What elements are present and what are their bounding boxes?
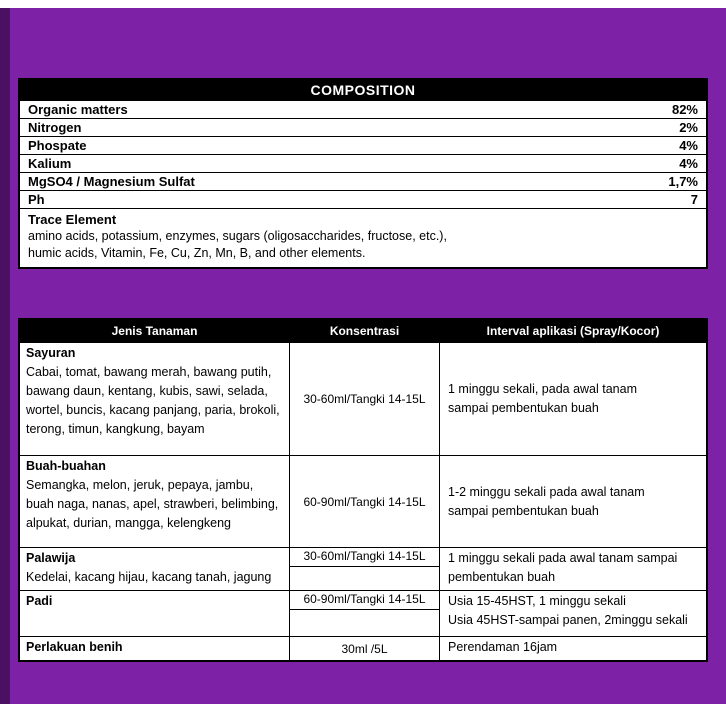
crop-category: Palawija bbox=[26, 551, 76, 565]
crop-category: Sayuran bbox=[26, 346, 76, 360]
konsentrasi-value: 30-60ml/Tangki 14-15L bbox=[290, 548, 439, 567]
application-header-row bbox=[20, 320, 706, 342]
konsentrasi-cell bbox=[289, 591, 439, 636]
konsentrasi-cell bbox=[289, 456, 439, 547]
konsentrasi-cell bbox=[289, 637, 439, 660]
composition-value: 2% bbox=[679, 120, 698, 135]
composition-row bbox=[20, 136, 706, 154]
crop-category: Perlakuan benih bbox=[26, 640, 123, 654]
crop-cell bbox=[20, 548, 289, 590]
composition-row bbox=[20, 100, 706, 118]
composition-row bbox=[20, 190, 706, 208]
interval-cell: 1-2 minggu sekali pada awal tanam sampai pembentukan buah bbox=[439, 456, 706, 547]
konsentrasi-value: 60-90ml/Tangki 14-15L bbox=[290, 591, 439, 610]
trace-element-line: humic acids, Vitamin, Fe, Cu, Zn, Mn, B, and other elements. bbox=[28, 246, 366, 260]
application-row-padi bbox=[20, 590, 706, 636]
trace-element-line: amino acids, potassium, enzymes, sugars (oligosaccharides, fructose, etc.), bbox=[28, 229, 447, 243]
composition-label: Organic matters bbox=[28, 102, 128, 117]
trace-element-block bbox=[20, 208, 706, 267]
plant-list: Kedelai, kacang hijau, kacang tanah, jagung bbox=[26, 570, 272, 584]
left-accent-stripe bbox=[0, 8, 10, 704]
crop-category: Padi bbox=[26, 594, 53, 608]
header-konsentrasi: Konsentrasi bbox=[289, 320, 439, 342]
application-table bbox=[18, 318, 708, 662]
composition-label: Nitrogen bbox=[28, 120, 82, 135]
interval-cell: Usia 15-45HST, 1 minggu sekali Usia 45HST-sampai panen, 2minggu sekali bbox=[439, 591, 706, 636]
trace-element-title: Trace Element bbox=[28, 212, 117, 227]
konsentrasi-value: 30-60ml/Tangki 14-15L bbox=[303, 392, 426, 406]
crop-cell bbox=[20, 591, 289, 636]
composition-title: COMPOSITION bbox=[20, 80, 706, 100]
composition-table bbox=[18, 78, 708, 269]
interval-cell: 1 minggu sekali, pada awal tanam sampai pembentukan buah bbox=[439, 343, 706, 455]
composition-row bbox=[20, 154, 706, 172]
crop-cell bbox=[20, 343, 289, 455]
plant-list: Cabai, tomat, bawang merah, bawang putih, bawang daun, kentang, kubis, sawi, selada, wortel, buncis, kacang panjang, paria, brokoli, terong, timun, kangkung, bayam bbox=[26, 365, 280, 436]
interval-cell: Perendaman 16jam bbox=[439, 637, 706, 660]
crop-cell bbox=[20, 456, 289, 547]
header-jenis-tanaman: Jenis Tanaman bbox=[111, 324, 198, 338]
application-row-sayuran bbox=[20, 342, 706, 455]
composition-label: Kalium bbox=[28, 156, 72, 171]
konsentrasi-value: 60-90ml/Tangki 14-15L bbox=[303, 494, 426, 509]
konsentrasi-value: 30ml /5L bbox=[341, 641, 388, 656]
konsentrasi-cell bbox=[289, 548, 439, 590]
composition-value: 82% bbox=[671, 102, 698, 117]
konsentrasi-cell bbox=[289, 343, 439, 455]
composition-label: MgSO4 / Magnesium Sulfat bbox=[28, 174, 195, 189]
application-row-buah-buahan bbox=[20, 455, 706, 547]
application-row-perlakuan-benih bbox=[20, 636, 706, 660]
composition-row bbox=[20, 172, 706, 190]
interval-cell: 1 minggu sekali pada awal tanam sampai pembentukan buah bbox=[439, 548, 706, 590]
composition-label: Ph bbox=[28, 192, 45, 207]
plant-list: Semangka, melon, jeruk, pepaya, jambu, buah naga, nanas, apel, strawberi, belimbing, alpukat, durian, mangga, kelengkeng bbox=[26, 478, 279, 530]
composition-label: Phospate bbox=[28, 138, 87, 153]
composition-value: 4% bbox=[679, 138, 698, 153]
header-interval-aplikasi: Interval aplikasi (Spray/Kocor) bbox=[439, 320, 706, 342]
composition-row bbox=[20, 118, 706, 136]
application-row-palawija bbox=[20, 547, 706, 590]
composition-value: 1,7% bbox=[668, 174, 698, 189]
composition-value: 7 bbox=[690, 192, 698, 207]
composition-value: 4% bbox=[679, 156, 698, 171]
crop-cell bbox=[20, 637, 289, 660]
crop-category: Buah-buahan bbox=[26, 459, 106, 473]
